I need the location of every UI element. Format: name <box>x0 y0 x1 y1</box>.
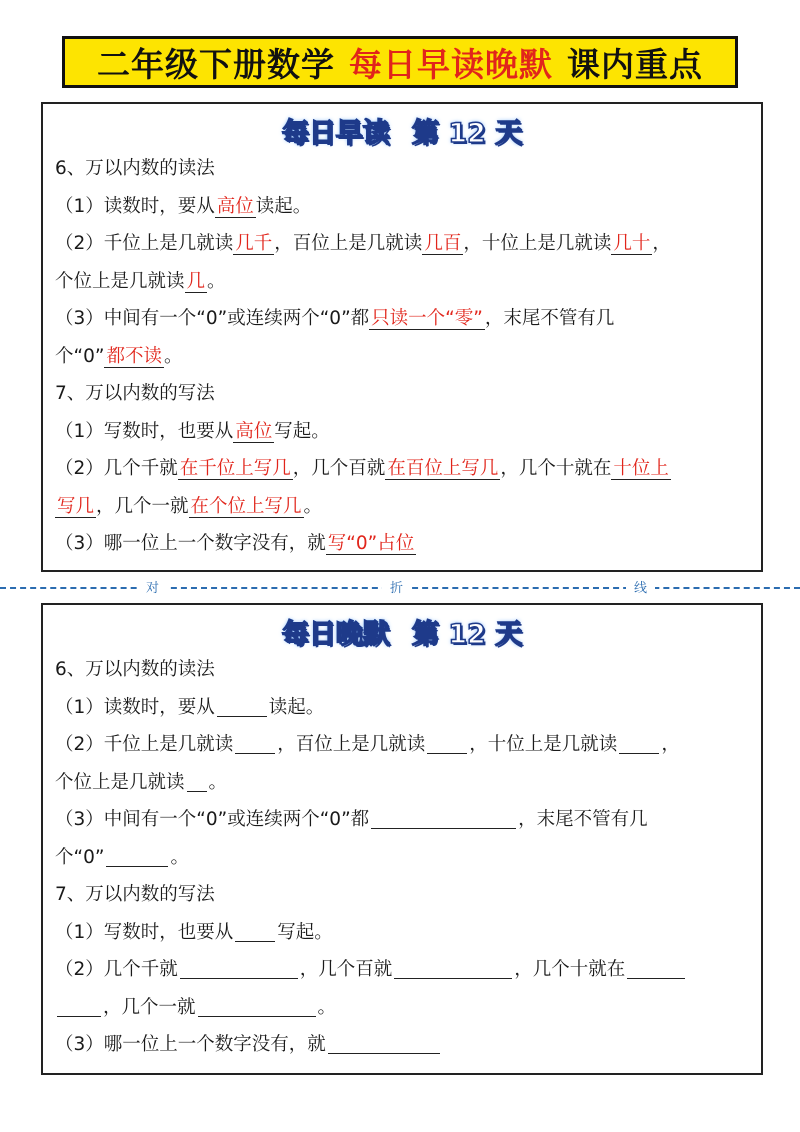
text-segment: 写起。 <box>274 420 330 442</box>
answer-text: 高位 <box>216 195 254 217</box>
morning-header <box>43 110 761 150</box>
answer-text: 写几 <box>57 495 95 517</box>
evening-dictation-card <box>41 603 763 1075</box>
text-segment: ，百位上是几就读 <box>274 233 423 254</box>
text-segment: ，十位上是几就读 <box>469 734 618 755</box>
evening-line-6 <box>55 839 751 877</box>
fill-in-blank[interactable] <box>394 956 512 979</box>
text-segment: 个位上是几就读 <box>55 270 185 292</box>
text-segment: （1）读数时，要从 <box>55 696 215 718</box>
text-segment: 7、万以内数的写法 <box>55 383 215 404</box>
fill-in-blank[interactable] <box>371 806 516 829</box>
text-segment: （3）中间有一个“0”或连续两个“0”都 <box>55 809 370 830</box>
text-segment: 个位上是几就读 <box>55 771 185 793</box>
evening-line-7 <box>55 876 751 914</box>
evening-line-1 <box>55 651 751 689</box>
text-segment: ， <box>652 233 671 254</box>
text-segment: （1）读数时，要从 <box>55 195 215 217</box>
text-segment: 7、万以内数的写法 <box>55 884 215 905</box>
text-segment: （2）千位上是几就读 <box>55 734 234 755</box>
morning-line-6 <box>55 338 751 376</box>
fill-in-blank[interactable] <box>187 769 207 792</box>
morning-line-4 <box>55 263 751 301</box>
text-segment: ，几个一就 <box>103 996 196 1018</box>
text-segment: （1）写数时，也要从 <box>55 921 234 943</box>
text-segment: 。 <box>207 270 226 292</box>
morning-line-1 <box>55 150 751 188</box>
text-segment: 6、万以内数的读法 <box>55 158 215 179</box>
banner-grade: 二年级下册数学 <box>97 44 335 84</box>
morning-line-8 <box>55 413 751 451</box>
answer-text: 在千位上写几 <box>179 458 291 479</box>
fill-in-blank[interactable] <box>180 956 298 979</box>
fill-in-blank[interactable] <box>619 731 659 754</box>
evening-line-4 <box>55 764 751 802</box>
answer-text: 几十 <box>613 233 651 254</box>
fill-in-blank[interactable] <box>328 1031 440 1054</box>
answer-text: 写“0”占位 <box>327 533 415 554</box>
morning-line-2 <box>55 188 751 226</box>
text-segment: 写起。 <box>277 921 333 943</box>
evening-line-2 <box>55 689 751 727</box>
morning-line-5 <box>55 300 751 338</box>
page-banner <box>62 36 738 88</box>
text-segment: （2）千位上是几就读 <box>55 233 234 254</box>
evening-line-11 <box>55 1026 751 1064</box>
text-segment: ， <box>661 734 680 755</box>
text-segment: 。 <box>170 846 189 868</box>
text-segment: （2）几个千就 <box>55 959 178 980</box>
evening-line-3 <box>55 726 751 764</box>
text-segment: （3）哪一位上一个数字没有，就 <box>55 533 326 554</box>
fill-in-blank[interactable] <box>427 731 467 754</box>
morning-line-9 <box>55 450 751 488</box>
evening-title: 每日晚默 <box>282 612 390 651</box>
text-segment: ，末尾不管有几 <box>518 809 648 830</box>
fill-in-blank[interactable] <box>235 731 275 754</box>
evening-content <box>55 651 751 1064</box>
evening-line-10 <box>55 989 751 1027</box>
text-segment: 。 <box>303 495 323 517</box>
morning-content <box>55 150 751 563</box>
fold-label-2: 折 <box>382 577 411 596</box>
morning-day: 第 12 天 <box>411 117 523 149</box>
fill-in-blank[interactable] <box>106 844 168 867</box>
evening-line-5 <box>55 801 751 839</box>
text-segment: 。 <box>208 771 228 793</box>
fill-in-blank[interactable] <box>627 956 685 979</box>
answer-text: 都不读 <box>106 345 162 367</box>
text-segment: ，几个十就在 <box>514 959 626 980</box>
text-segment: 。 <box>317 996 337 1018</box>
text-segment: （3）中间有一个“0”或连续两个“0”都 <box>55 308 370 329</box>
text-segment: ，几个十就在 <box>500 458 612 479</box>
text-segment: 。 <box>163 345 183 367</box>
text-segment: 6、万以内数的读法 <box>55 659 215 680</box>
fill-in-blank[interactable] <box>57 994 101 1017</box>
answer-text: 几千 <box>235 233 273 254</box>
answer-text: 在百位上写几 <box>387 458 499 479</box>
morning-reading-card <box>41 102 763 572</box>
fold-label-3: 线 <box>626 577 655 596</box>
answer-text: 几 <box>186 270 206 292</box>
morning-line-10 <box>55 488 751 526</box>
fold-label-1: 对 <box>138 577 167 596</box>
banner-subtitle: 每日早读晚默 <box>349 44 553 84</box>
text-segment: ，几个百就 <box>299 959 393 980</box>
fill-in-blank[interactable] <box>235 919 275 942</box>
text-segment: ，末尾不管有几 <box>484 308 615 329</box>
answer-text: 只读一个“零” <box>371 308 483 329</box>
text-segment: 个“0” <box>55 345 105 367</box>
text-segment: （3）哪一位上一个数字没有，就 <box>55 1034 326 1055</box>
text-segment: 个“0” <box>55 846 105 868</box>
text-segment: （1）写数时，也要从 <box>55 420 234 442</box>
answer-text: 十位上 <box>613 458 669 479</box>
morning-title: 每日早读 <box>282 111 390 150</box>
morning-line-3 <box>55 225 751 263</box>
evening-header <box>43 611 761 651</box>
morning-line-7 <box>55 375 751 413</box>
answer-text: 几百 <box>424 233 462 254</box>
evening-line-9 <box>55 951 751 989</box>
text-segment: ，几个百就 <box>292 458 386 479</box>
text-segment: 读起。 <box>255 195 312 217</box>
evening-line-8 <box>55 914 751 952</box>
text-segment: （2）几个千就 <box>55 458 178 479</box>
fill-in-blank[interactable] <box>198 994 316 1017</box>
banner-focus: 课内重点 <box>567 44 703 84</box>
morning-line-11 <box>55 525 751 563</box>
text-segment: 读起。 <box>268 696 325 718</box>
text-segment: ，几个一就 <box>96 495 189 517</box>
fill-in-blank[interactable] <box>217 694 267 717</box>
text-segment: ，百位上是几就读 <box>277 734 426 755</box>
text-segment: ，十位上是几就读 <box>463 233 612 254</box>
evening-day: 第 12 天 <box>411 618 523 650</box>
answer-text: 在个位上写几 <box>190 495 302 517</box>
answer-text: 高位 <box>235 420 273 442</box>
